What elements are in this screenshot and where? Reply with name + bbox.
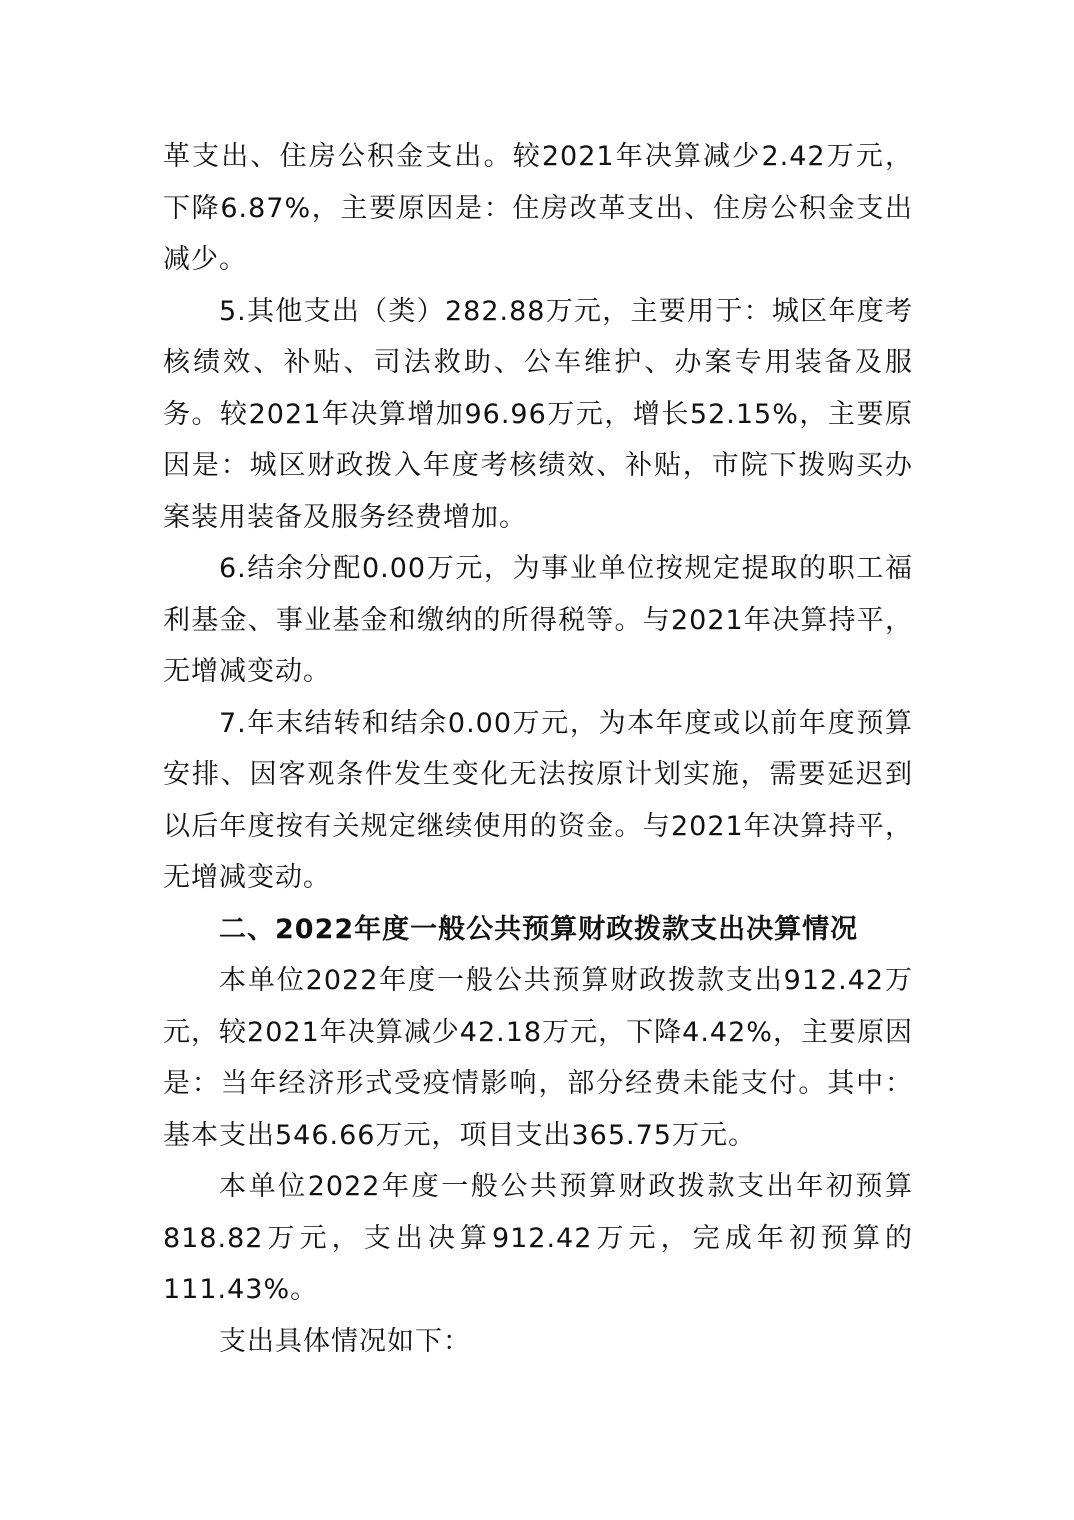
paragraph-other-expenditure: 5.其他支出（类）282.88万元，主要用于：城区年度考核绩效、补贴、司法救助、公车维护、办案专用装备及服务。较2021年决算增加96.96万元，增长52.15%，主要原因是：城区财政拨入年度考核绩效、补贴，市院下拨购买办案装用装备及服务经费增加。 (163, 295, 913, 533)
paragraph-housing-continuation: 革支出、住房公积金支出。较2021年决算减少2.42万元，下降6.87%，主要原因是：住房改革支出、住房公积金支出减少。 (163, 141, 913, 275)
paragraph-year-end-carryover: 7.年末结转和结余0.00万元，为本年度或以前年度预算安排、因客观条件发生变化无法按原计划实施，需要延迟到以后年度按有关规定继续使用的资金。与2021年决算持平，无增减变动。 (163, 707, 913, 893)
document-body (163, 131, 913, 1367)
paragraph-details-intro: 支出具体情况如下： (219, 1325, 471, 1357)
paragraph-budget-completion: 本单位2022年度一般公共预算财政拨款支出年初预算818.82万元，支出决算912.42万元，完成年初预算的111.43%。 (163, 1171, 913, 1305)
paragraph-general-budget-expenditure: 本单位2022年度一般公共预算财政拨款支出912.42万元，较2021年决算减少42.18万元，下降4.42%，主要原因是：当年经济形式受疫情影响，部分经费未能支付。其中：基本支出546.66万元，项目支出365.75万元。 (163, 965, 913, 1151)
section-heading: 二、2022年度一般公共预算财政拨款支出决算情况 (219, 913, 859, 945)
paragraph-surplus-distribution: 6.结余分配0.00万元，为事业单位按规定提取的职工福利基金、事业基金和缴纳的所得税等。与2021年决算持平，无增减变动。 (163, 553, 913, 687)
